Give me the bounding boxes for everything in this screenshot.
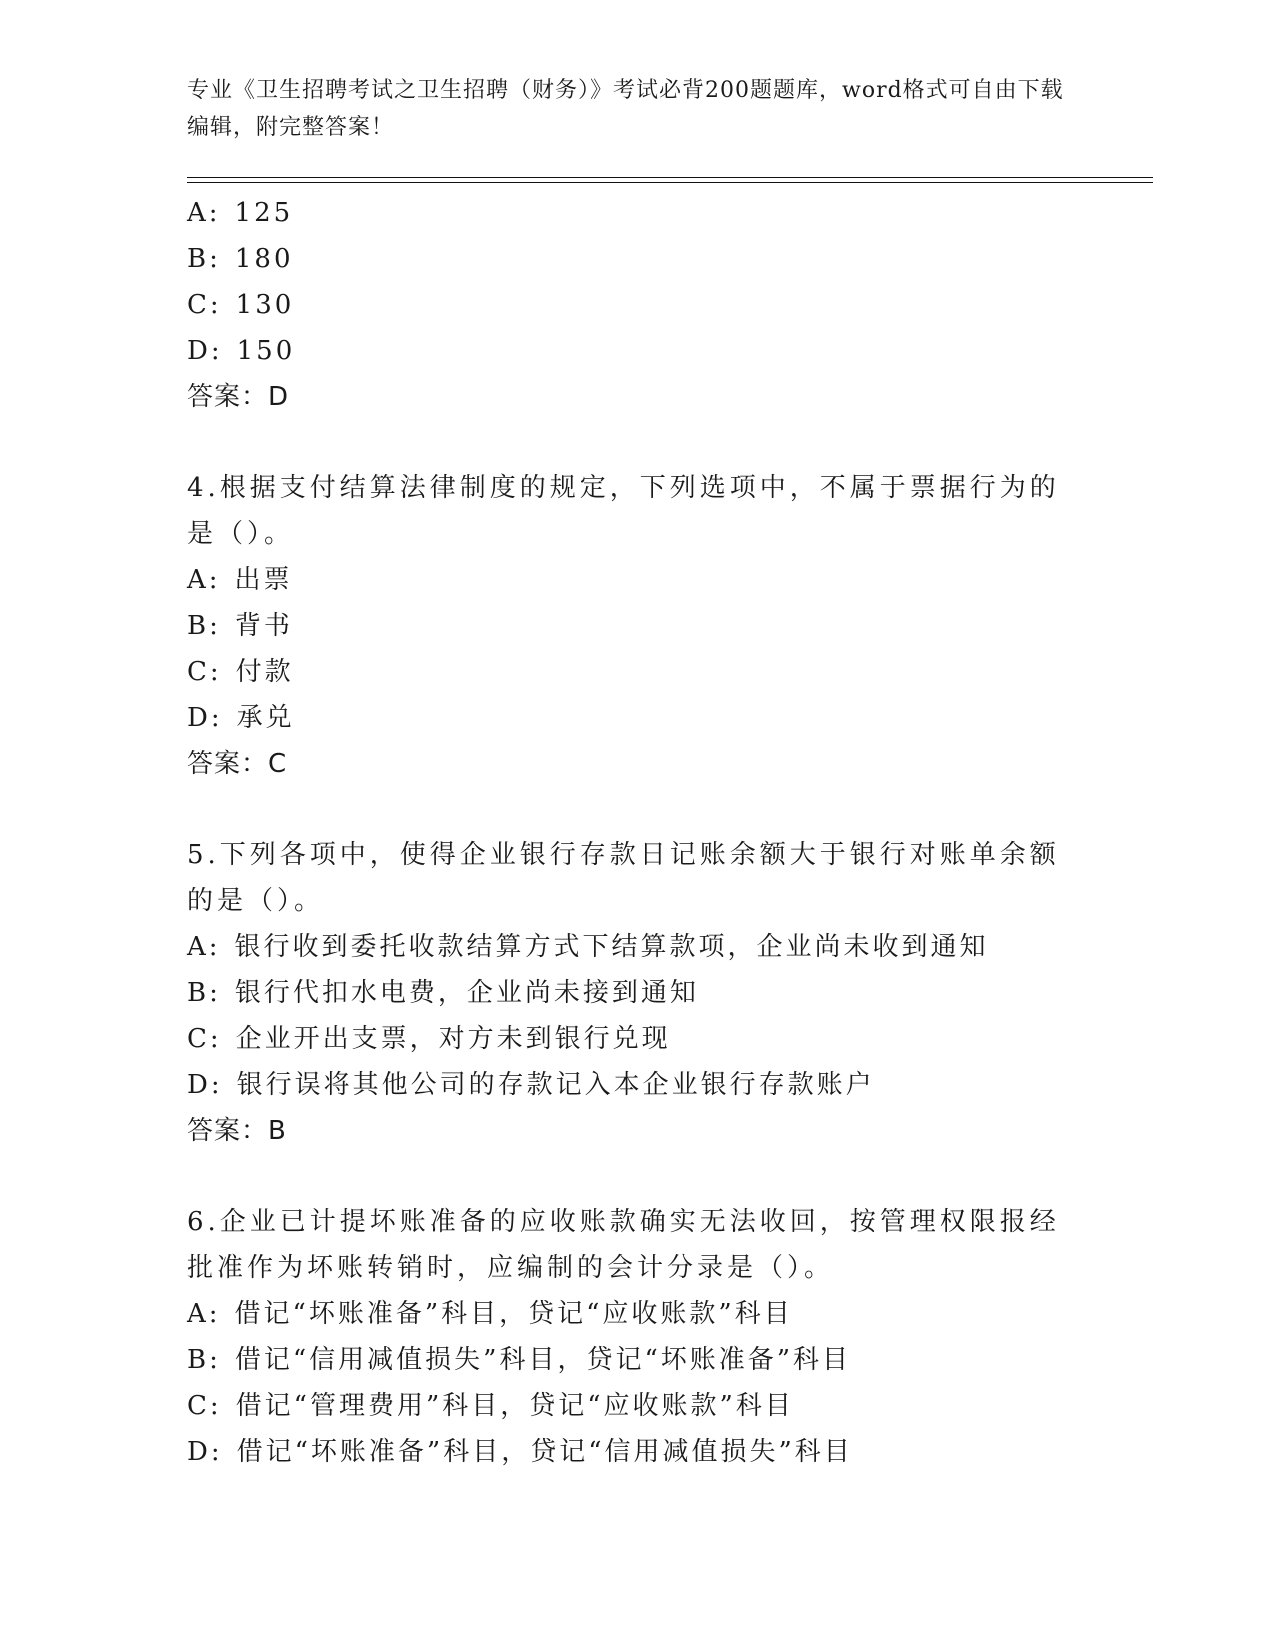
option-d: D: 承兑 [187,703,295,733]
option-a: A: 125 [187,198,294,228]
question-5-stem: 5.下列各项中，使得企业银行存款日记账余额大于银行对账单余额的是（）。 [187,840,1060,916]
document-body [187,190,1077,1475]
option-a: A: 出票 [187,565,293,595]
header-divider-bottom [187,182,1153,183]
question-4-stem: 4.根据支付结算法律制度的规定，下列选项中，不属于票据行为的是（）。 [187,473,1060,549]
option-d: D: 借记“坏账准备”科目，贷记“信用减值损失”科目 [187,1437,853,1467]
option-b: B: 银行代扣水电费，企业尚未接到通知 [187,978,699,1008]
option-c: C: 借记“管理费用”科目，贷记“应收账款”科目 [187,1391,794,1421]
option-a: A: 借记“坏账准备”科目，贷记“应收账款”科目 [187,1299,793,1329]
question-5 [187,832,1077,1154]
question-4 [187,465,1077,787]
question-6 [187,1199,1077,1475]
question-4-answer: 答案：C [187,749,288,779]
option-b: B: 借记“信用减值损失”科目，贷记“坏账准备”科目 [187,1345,852,1375]
question-3-options [187,190,1077,420]
header-divider-top [187,177,1153,178]
question-6-stem: 6.企业已计提坏账准备的应收账款确实无法收回，按管理权限报经批准作为坏账转销时，应编制的会计分录是（）。 [187,1207,1060,1283]
option-c: C: 企业开出支票，对方未到银行兑现 [187,1024,671,1054]
option-a: A: 银行收到委托收款结算方式下结算款项，企业尚未收到通知 [187,932,989,962]
option-c: C: 付款 [187,657,294,687]
question-3-answer: 答案：D [187,382,290,412]
option-d: D: 银行误将其他公司的存款记入本企业银行存款账户 [187,1070,875,1100]
spacer [187,1154,1077,1199]
option-b: B: 背书 [187,611,293,641]
option-d: D: 150 [187,336,296,366]
option-c: C: 130 [187,290,295,320]
spacer [187,787,1077,832]
option-b: B: 180 [187,244,294,274]
spacer [187,420,1077,465]
question-5-answer: 答案：B [187,1116,287,1146]
document-header: 专业《卫生招聘考试之卫生招聘（财务）》考试必背200题题库，word格式可自由下载编辑，附完整答案！ [187,78,1064,140]
